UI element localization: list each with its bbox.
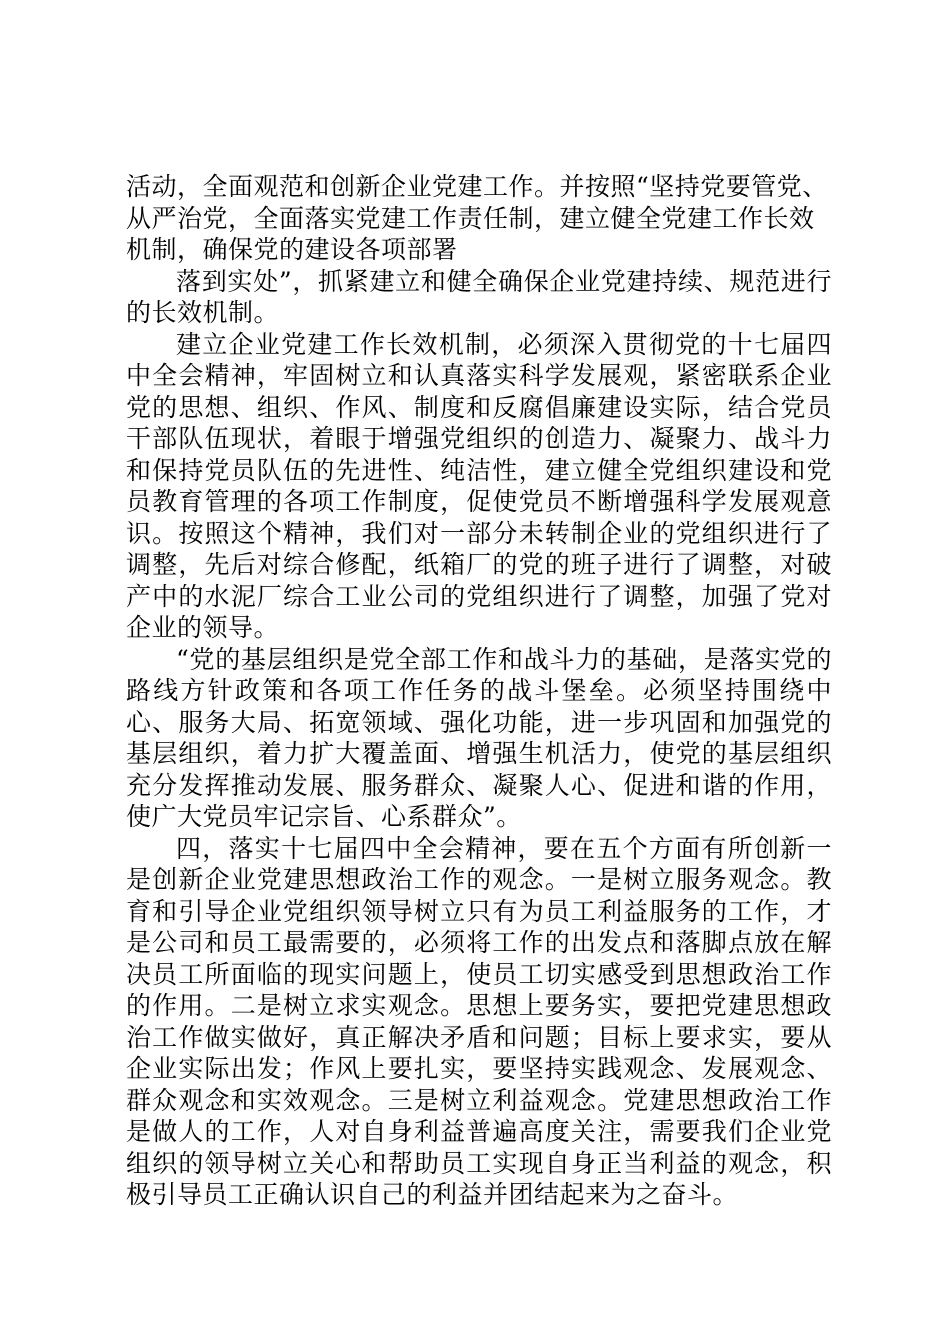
paragraph-3: 建立企业党建工作长效机制，必须深入贯彻党的十七届四中全会精神，牢固树立和认真落实科学发展观，紧密联系企业党的思想、组织、作风、制度和反腐倡廉建设实际，结合党员干部队伍现状，着眼于增强党组织的创造力、凝聚力、战斗力和保持党员队伍的先进性、纯洁性，建立健全党组织建设和党员教育管理的各项工作制度，促使党员不断增强科学发展观意识。按照这个精神，我们对一部分未转制企业的党组织进行了调整，先后对综合修配，纸箱厂的党的班子进行了调整，对破产中的水泥厂综合工业公司的党组织进行了调整，加强了党对企业的领导。 — [126, 329, 832, 642]
paragraph-4: “党的基层组织是党全部工作和战斗力的基础，是落实党的路线方针政策和各项工作任务的战斗堡垒。必须坚持围绕中心、服务大局、拓宽领域、强化功能，进一步巩固和加强党的基层组织，着力扩大覆盖面、增强生机活力，使党的基层组织充分发挥推动发展、服务群众、凝聚人心、促进和谐的作用，使广大党员牢记宗旨、心系群众”。 — [126, 644, 832, 831]
document-body — [126, 171, 832, 1211]
paragraph-1: 活动，全面观范和创新企业党建工作。并按照“坚持党要管党、从严治党，全面落实党建工作责任制，建立健全党建工作长效机制，确保党的建设各项部署 — [126, 172, 828, 264]
paragraph-5: 四，落实十七届四中全会精神，要在五个方面有所创新一是创新企业党建思想政治工作的观念。一是树立服务观念。教育和引导企业党组织领导树立只有为员工利益服务的工作，才是公司和员工最需要的，必须将工作的出发点和落脚点放在解决员工所面临的现实问题上，使员工切实感受到思想政治工作的作用。二是树立求实观念。思想上要务实，要把党建思想政治工作做实做好，真正解决矛盾和问题；目标上要求实，要从企业实际出发；作风上要扎实，要坚持实践观念、发展观念、群众观念和实效观念。三是树立利益观念。党建思想政治工作是做人的工作，人对自身利益普遍高度关注，需要我们企业党组织的领导树立关心和帮助员工实现自身正当利益的观念，积极引导员工正确认识自己的利益并团结起来为之奋斗。 — [126, 833, 832, 1209]
paragraph-2: 落到实处”，抓紧建立和健全确保企业党建持续、规范进行的长效机制。 — [126, 266, 832, 327]
